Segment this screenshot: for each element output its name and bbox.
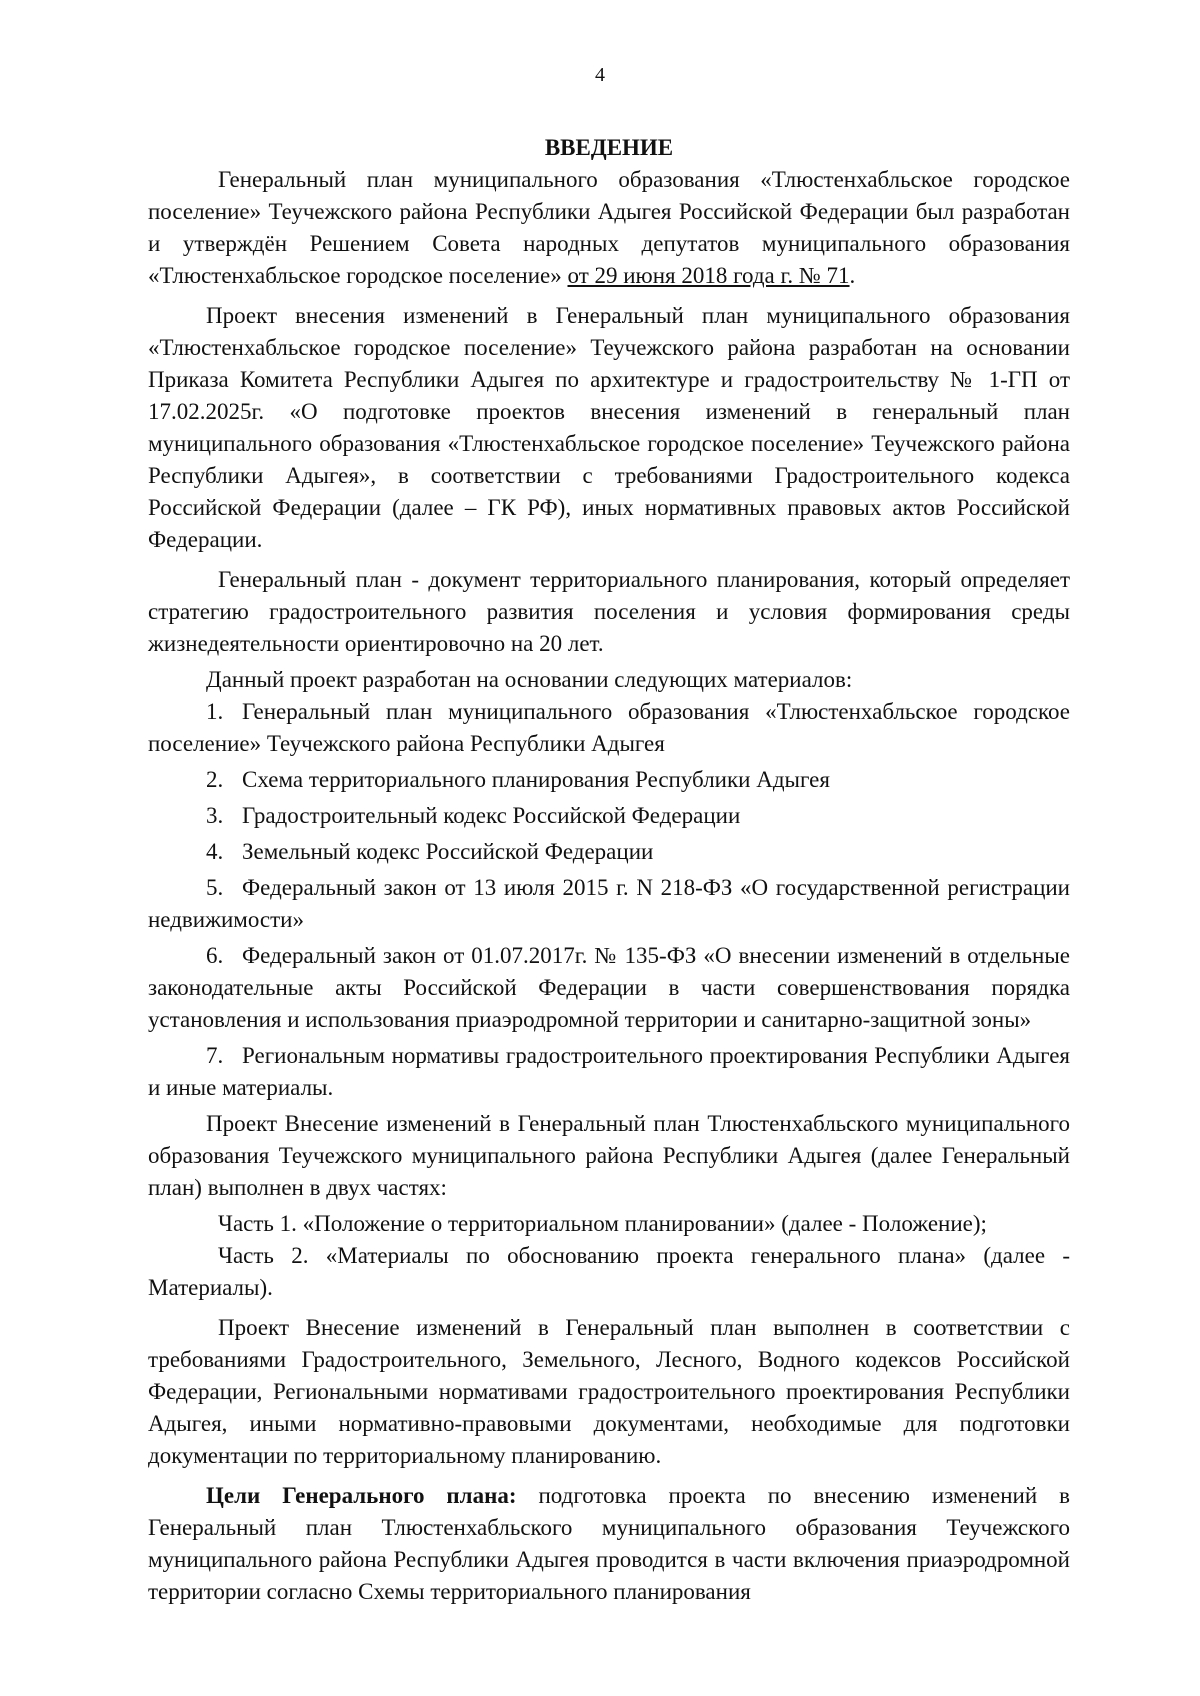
list-item bbox=[148, 800, 1070, 832]
paragraph-compliance: Проект Внесение изменений в Генеральный план выполнен в соответствии с требованиями Градостроительного, Земельного, Лесного, Водного кодексов Российской Федерации, Региональными нормативами градостроительного проектирования Республики Адыгея, иными нормативно-правовыми документами, необходимые для подготовки документации по территориальному планированию. bbox=[148, 1315, 1070, 1468]
paragraph-project-basis: Проект внесения изменений в Генеральный план муниципального образования «Тлюстенхабльское городское поселение» Теучежского района разработан на основании Приказа Комитета Республики Адыгея по архитектуре и градостроительству № 1-ГП от 17.02.2025г. «О подготовке проектов внесения изменений в генеральный план муниципального образования «Тлюстенхабльское городское поселение» Теучежского района Республики Адыгея», в соответствии с требованиями Градостроительного кодекса Российской Федерации (далее – ГК РФ), иных нормативных правовых актов Российской Федерации. bbox=[148, 303, 1070, 552]
paragraph-part-1: Часть 1. «Положение о территориальном планировании» (далее - Положение); bbox=[218, 1211, 987, 1236]
decision-date-reference: от 29 июня 2018 года г. № 71 bbox=[567, 263, 850, 288]
list-item bbox=[148, 940, 1070, 1036]
list-item-number: 5. bbox=[206, 875, 224, 900]
paragraph-general-plan-definition: Генеральный план - документ территориального планирования, который определяет стратегию градостроительного развития поселения и условия формирования среды жизнедеятельности ориентировочно на 20 лет. bbox=[148, 567, 1070, 656]
list-item-text: Генеральный план муниципального образования «Тлюстенхабльское городское поселение» Теучежского района Республики Адыгея bbox=[148, 699, 1070, 756]
page-number: 4 bbox=[595, 64, 605, 86]
list-item bbox=[148, 1040, 1070, 1104]
list-item-number: 7. bbox=[206, 1043, 224, 1068]
list-item-number: 3. bbox=[206, 803, 224, 828]
list-item-text: Федеральный закон от 01.07.2017г. № 135-ФЗ «О внесении изменений в отдельные законодательные акты Российской Федерации в части совершенствования порядка установления и использования приаэродромной территории и санитарно-защитной зоны» bbox=[148, 943, 1070, 1032]
list-item-text: Федеральный закон от 13 июля 2015 г. N 218-ФЗ «О государственной регистрации недвижимости» bbox=[148, 875, 1070, 932]
list-item-text: Региональным нормативы градостроительного проектирования Республики Адыгея и иные материалы. bbox=[148, 1043, 1070, 1100]
list-item-text: Схема территориального планирования Республики Адыгея bbox=[242, 767, 830, 792]
paragraph-end: . bbox=[849, 263, 856, 288]
paragraph-project-parts: Проект Внесение изменений в Генеральный план Тлюстенхабльского муниципального образования Теучежского муниципального района Республики Адыгея (далее Генеральный план) выполнен в двух частях: bbox=[148, 1111, 1070, 1200]
goals-text: подготовка проекта по внесению изменений в Генеральный план Тлюстенхабльского муниципального образования Теучежского муниципального района Республики Адыгея проводится в части включения приаэродромной территории согласно Схемы территориального планирования bbox=[148, 1483, 1070, 1604]
list-item bbox=[148, 764, 1070, 796]
section-heading: ВВЕДЕНИЕ bbox=[544, 135, 674, 160]
paragraph-materials-intro: Данный проект разработан на основании следующих материалов: bbox=[206, 667, 853, 692]
list-item-number: 1. bbox=[206, 699, 224, 724]
list-item bbox=[148, 696, 1070, 760]
paragraph-general-plan-approval bbox=[148, 164, 1070, 292]
materials-list bbox=[148, 696, 1070, 1104]
goals-label: Цели Генерального плана: bbox=[206, 1483, 517, 1508]
paragraph-part-2: Часть 2. «Материалы по обоснованию проекта генерального плана» (далее - Материалы). bbox=[148, 1243, 1070, 1300]
list-item-number: 2. bbox=[206, 767, 224, 792]
paragraph-text: Генеральный план муниципального образования «Тлюстенхабльское городское поселение» Теучежского района Республики Адыгея Российской Федерации был разработан и утверждён Решением Совета народных депутатов муниципального образования «Тлюстенхабльское городское поселение» bbox=[148, 167, 1070, 288]
list-item bbox=[148, 836, 1070, 868]
paragraph-goals bbox=[148, 1480, 1070, 1608]
list-item-number: 6. bbox=[206, 943, 224, 968]
document-body bbox=[148, 132, 1070, 1608]
list-item-text: Земельный кодекс Российской Федерации bbox=[242, 839, 654, 864]
list-item-number: 4. bbox=[206, 839, 224, 864]
list-item-text: Градостроительный кодекс Российской Федерации bbox=[242, 803, 741, 828]
list-item bbox=[148, 872, 1070, 936]
